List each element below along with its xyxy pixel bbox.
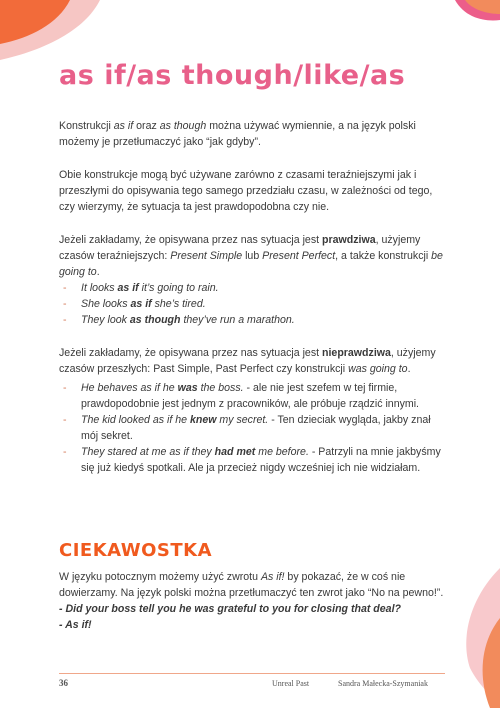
footer-author: Sandra Małecka-Szymaniak xyxy=(338,679,428,688)
dialogue-line-2: - As if! xyxy=(59,619,92,631)
paragraph-tenses: Obie konstrukcje mogą być używane zarówno z czasami teraźniejszymi jak i przeszłymi do opisywania tego samego przedziału czasu, w zależności od tego, czy wierzymy, że sytuacja ta jest prawdopodobna czy nie. xyxy=(59,169,433,213)
page-number: 36 xyxy=(59,678,68,688)
examples-true xyxy=(59,280,445,328)
list-item: - It looks as if it’s going to rain. xyxy=(63,282,219,294)
page-title: as if/as though/like/as xyxy=(59,60,406,91)
footer-divider xyxy=(59,673,445,674)
top-right-decoration xyxy=(440,0,500,30)
examples-unreal xyxy=(59,380,445,476)
curiosity-box xyxy=(59,569,445,633)
list-item: - They stared at me as if they had met me before. - Patrzyli na mnie jakbyśmy się już kiedyś spotkali. Ale ja przecież nigdy wcześniej ich nie widziałam. xyxy=(63,446,441,474)
list-item: - She looks as if she’s tired. xyxy=(63,298,206,310)
list-item: - They look as though they’ve run a marathon. xyxy=(63,314,295,326)
paragraph-intro: Konstrukcji as if oraz as though można używać wymiennie, a na język polski możemy je przetłumaczyć jako “jak gdyby”. xyxy=(59,120,416,148)
main-content xyxy=(59,118,445,476)
paragraph-unreal-situation: Jeżeli zakładamy, że opisywana przez nas sytuacja jest nieprawdziwa, użyjemy czasów przeszłych: Past Simple, Past Perfect czy konstrukcji was going to. xyxy=(59,347,436,375)
curiosity-text: W języku potocznym możemy użyć zwrotu As if! by pokazać, że w coś nie dowierzamy. Na język polski można przetłumaczyć ten zwrot jako “No na pewno!”. xyxy=(59,571,444,599)
bottom-right-decoration xyxy=(440,568,500,708)
paragraph-true-situation: Jeżeli zakładamy, że opisywana przez nas sytuacja jest prawdziwa, użyjemy czasów teraźniejszych: Present Simple lub Present Perfect, a także konstrukcji be going to. xyxy=(59,234,443,278)
dialogue-line-1: - Did your boss tell you he was grateful to you for closing that deal? xyxy=(59,603,401,615)
list-item: - The kid looked as if he knew my secret. - Ten dzieciak wygląda, jakby znał mój sekret. xyxy=(63,414,431,442)
footer-book-title: Unreal Past xyxy=(272,679,310,688)
curiosity-heading: CIEKAWOSTKA xyxy=(59,540,213,561)
list-item: - He behaves as if he was the boss. - ale nie jest szefem w tej firmie, prawdopodobnie jest jednym z pracowników, ale próbuje rządzić innymi. xyxy=(63,382,420,410)
